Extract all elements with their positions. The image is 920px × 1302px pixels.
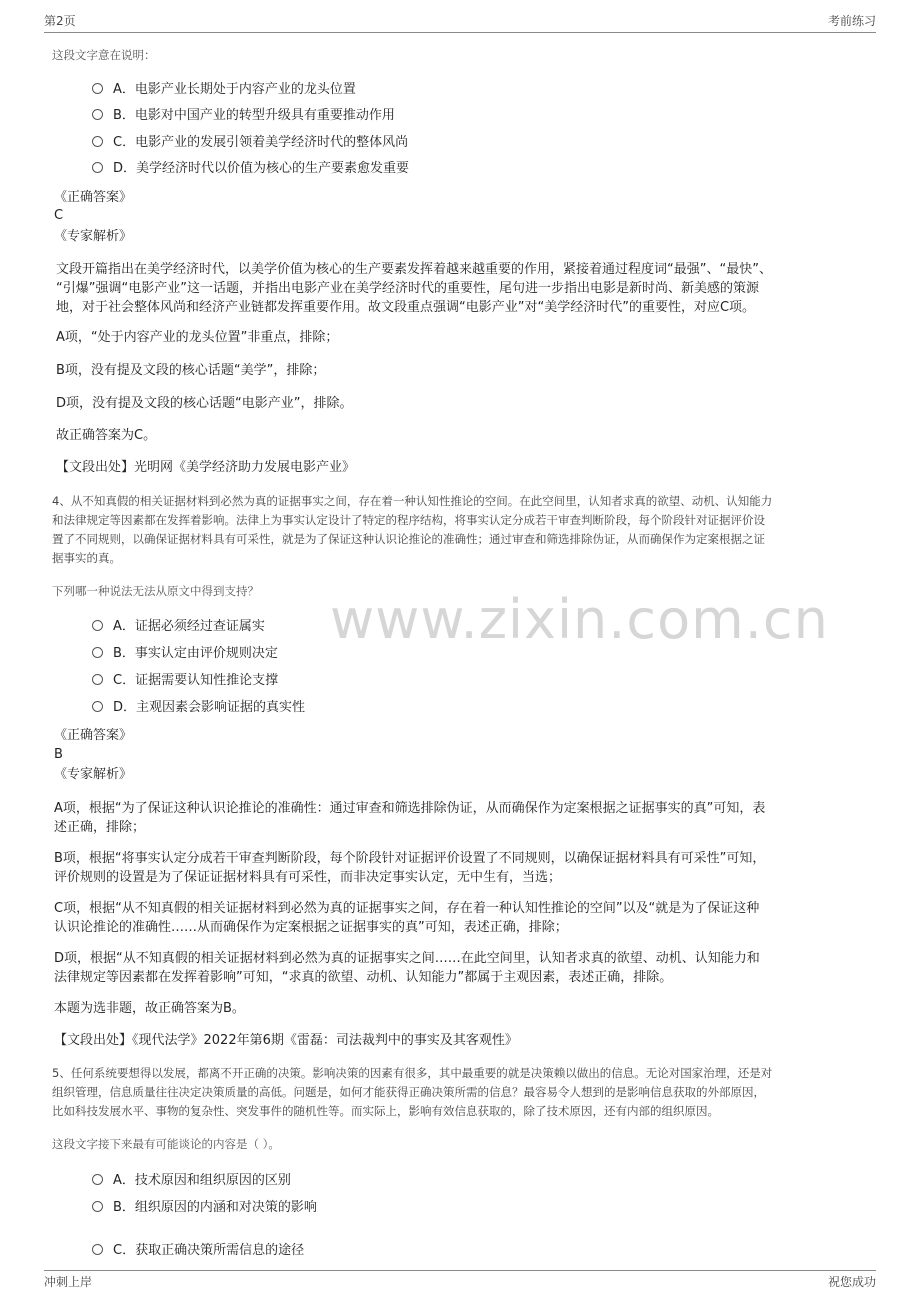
analysis-line: “引爆”强调“电影产业”这一话题，并指出电影产业在美学经济时代的重要性，尾句进一步指出电影是新时尚、新美感的策源 xyxy=(56,281,759,296)
answer-heading: 《正确答案》 xyxy=(54,190,133,205)
analysis-line: D项，根据“从不知真假的相关证据材料到必然为真的证据事实之间……在此空间里，认知者求真的欲望、动机、认知能力和 xyxy=(54,951,760,966)
q3-prompt: 这段文字意在说明： xyxy=(52,48,156,62)
analysis-line: 故正确答案为C。 xyxy=(56,428,157,443)
answer-value: C xyxy=(54,208,64,223)
option-label: B．组织原因的内涵和对决策的影响 xyxy=(113,1200,317,1215)
option-label: A．电影产业长期处于内容产业的龙头位置 xyxy=(113,82,356,97)
analysis-line: B项，没有提及文段的核心话题“美学”，排除； xyxy=(56,363,326,378)
analysis-line: D项，没有提及文段的核心话题“电影产业”，排除。 xyxy=(56,396,353,411)
analysis-line: B项，根据“将事实认定分成若干审查判断阶段，每个阶段针对证据评价设置了不同规则，以确保证据材料具有可采性”可知， xyxy=(54,851,766,866)
header-title: 考前练习 xyxy=(827,14,876,28)
q4-option-d[interactable] xyxy=(92,697,305,719)
footer-left: 冲刺上岸 xyxy=(44,1275,93,1289)
option-label: C．证据需要认知性推论支撑 xyxy=(113,673,279,688)
answer-heading: 《正确答案》 xyxy=(54,728,133,743)
q5-passage-line: 比如科技发展水平、事物的复杂性、突发事件的随机性等。而实际上，影响有效信息获取的，除了技术原因，还有内部的组织原因。 xyxy=(52,1104,719,1118)
q4-option-c[interactable] xyxy=(92,670,278,692)
radio-icon[interactable] xyxy=(92,83,103,94)
q4-passage-line: 据事实的真。 xyxy=(52,551,121,565)
analysis-line: 述正确，排除； xyxy=(54,820,146,835)
source-line: 【文段出处】光明网《美学经济助力发展电影产业》 xyxy=(56,460,356,475)
source-line: 【文段出处】《现代法学》2022年第6期《雷磊：司法裁判中的事实及其客观性》 xyxy=(54,1033,518,1048)
option-label: B．电影对中国产业的转型升级具有重要推动作用 xyxy=(113,108,395,123)
radio-icon[interactable] xyxy=(92,136,103,147)
q5-passage-line: 5、任何系统要想得以发展，都离不开正确的决策。影响决策的因素有很多，其中最重要的就是决策赖以做出的信息。无论对国家治理，还是对 xyxy=(52,1066,773,1080)
radio-icon[interactable] xyxy=(92,109,103,120)
option-label: B．事实认定由评价规则决定 xyxy=(113,646,278,661)
analysis-line: 地，对于社会整体风尚和经济产业链都发挥重要作用。故文段重点强调“电影产业”对“美学经济时代”的重要性，对应C项。 xyxy=(56,300,756,315)
radio-icon[interactable] xyxy=(92,1201,103,1212)
q5-option-b[interactable] xyxy=(92,1197,317,1219)
radio-icon[interactable] xyxy=(92,674,103,685)
q5-prompt: 这段文字接下来最有可能谈论的内容是（ ）。 xyxy=(52,1137,280,1151)
radio-icon[interactable] xyxy=(92,1244,103,1255)
analysis-line: 本题为选非题，故正确答案为B。 xyxy=(54,1001,245,1016)
q4-passage-line: 和法律规定等因素都在发挥着影响。法律上为事实认定设计了特定的程序结构，将事实认定分成若干审查判断阶段，每个阶段针对证据评价设 xyxy=(52,513,765,527)
q4-option-b[interactable] xyxy=(92,643,278,665)
q4-passage-line: 4、从不知真假的相关证据材料到必然为真的证据事实之间，存在着一种认知性推论的空间。在此空间里，认知者求真的欲望、动机、认知能力 xyxy=(52,494,773,508)
option-label: A．证据必须经过查证属实 xyxy=(113,619,265,634)
q3-option-a[interactable] xyxy=(92,79,356,101)
analysis-line: A项，根据“为了保证这种认识论推论的准确性：通过审查和筛选排除伪证，从而确保作为定案根据之证据事实的真”可知，表 xyxy=(54,801,766,816)
page-footer xyxy=(44,1270,876,1293)
radio-icon[interactable] xyxy=(92,162,103,173)
analysis-heading: 《专家解析》 xyxy=(54,767,133,782)
option-label: C．获取正确决策所需信息的途径 xyxy=(113,1243,305,1258)
q4-passage-line: 置了不同规则，以确保证据材料具有可采性，就是为了保证这种认识论推论的准确性；通过审查和筛选排除伪证，从而确保作为定案根据之证 xyxy=(52,532,765,546)
watermark: www.zixin.com.cn xyxy=(330,588,829,651)
q3-option-c[interactable] xyxy=(92,132,408,154)
radio-icon[interactable] xyxy=(92,647,103,658)
page-header xyxy=(44,12,876,33)
option-label: D．主观因素会影响证据的真实性 xyxy=(113,700,306,715)
q3-option-d[interactable] xyxy=(92,158,409,180)
q5-passage-line: 组织管理，信息质量往往决定决策质量的高低。问题是，如何才能获得正确决策所需的信息？最容易令人想到的是影响信息获取的外部原因， xyxy=(52,1085,765,1099)
analysis-line: 评价规则的设置是为了保证证据材料具有可采性，而非决定事实认定，无中生有，当选； xyxy=(54,870,562,885)
radio-icon[interactable] xyxy=(92,701,103,712)
analysis-line: 认识论推论的准确性……从而确保作为定案根据之证据事实的真”可知，表述正确，排除； xyxy=(54,920,568,935)
q5-option-a[interactable] xyxy=(92,1170,291,1192)
radio-icon[interactable] xyxy=(92,620,103,631)
option-label: D．美学经济时代以价值为核心的生产要素愈发重要 xyxy=(113,161,410,176)
q4-option-a[interactable] xyxy=(92,616,265,638)
footer-right: 祝您成功 xyxy=(827,1275,876,1289)
q4-prompt: 下列哪一种说法无法从原文中得到支持？ xyxy=(52,584,259,598)
analysis-line: 法律规定等因素都在发挥着影响”可知，“求真的欲望、动机、认知能力”都属于主观因素，表述正确，排除。 xyxy=(54,970,673,985)
q5-option-c[interactable] xyxy=(92,1240,304,1262)
analysis-heading: 《专家解析》 xyxy=(54,229,133,244)
answer-value: B xyxy=(54,747,63,762)
option-label: C．电影产业的发展引领着美学经济时代的整体风尚 xyxy=(113,135,409,150)
analysis-line: C项，根据“从不知真假的相关证据材料到必然为真的证据事实之间，存在着一种认知性推论的空间”以及“就是为了保证这种 xyxy=(54,901,760,916)
q3-option-b[interactable] xyxy=(92,105,395,127)
analysis-line: 文段开篇指出在美学经济时代，以美学价值为核心的生产要素发挥着越来越重要的作用，紧接着通过程度词“最强”、“最快”、 xyxy=(56,262,772,277)
radio-icon[interactable] xyxy=(92,1174,103,1185)
page-number: 第2页 xyxy=(44,14,76,28)
option-label: A．技术原因和组织原因的区别 xyxy=(113,1173,291,1188)
analysis-line: A项，“处于内容产业的龙头位置”非重点，排除； xyxy=(56,330,339,345)
